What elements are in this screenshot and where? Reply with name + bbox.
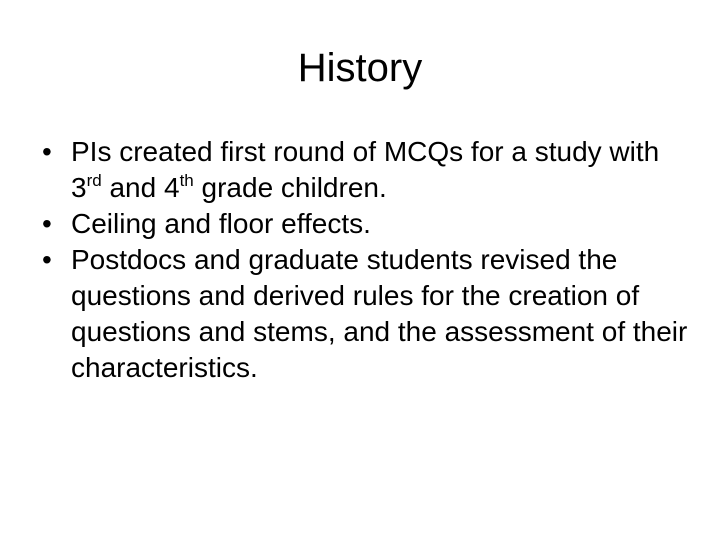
bullet-item-2 [42, 206, 692, 242]
bullet-3-text: Postdocs and graduate students revised the questions and derived rules for the creation of questions and stems, and the assessment of their characteristics. [71, 244, 688, 383]
bullet-1-text-c: grade children. [193, 172, 387, 203]
slide-title: History [297, 46, 423, 90]
bullet-icon: • [42, 208, 52, 239]
ordinal-suffix-th: th [179, 171, 194, 190]
bullet-icon: • [42, 136, 52, 167]
bullet-icon: • [42, 244, 52, 275]
bullet-2-text: Ceiling and floor effects. [71, 208, 371, 239]
ordinal-suffix-rd: rd [86, 171, 102, 190]
bullet-item-1 [42, 134, 692, 206]
bullet-1-text-a: PIs created first round of MCQs for a study with 3 [71, 136, 660, 203]
bullet-list [42, 134, 692, 386]
bullet-1-text-b: and 4 [101, 172, 180, 203]
bullet-item-3 [42, 242, 692, 386]
